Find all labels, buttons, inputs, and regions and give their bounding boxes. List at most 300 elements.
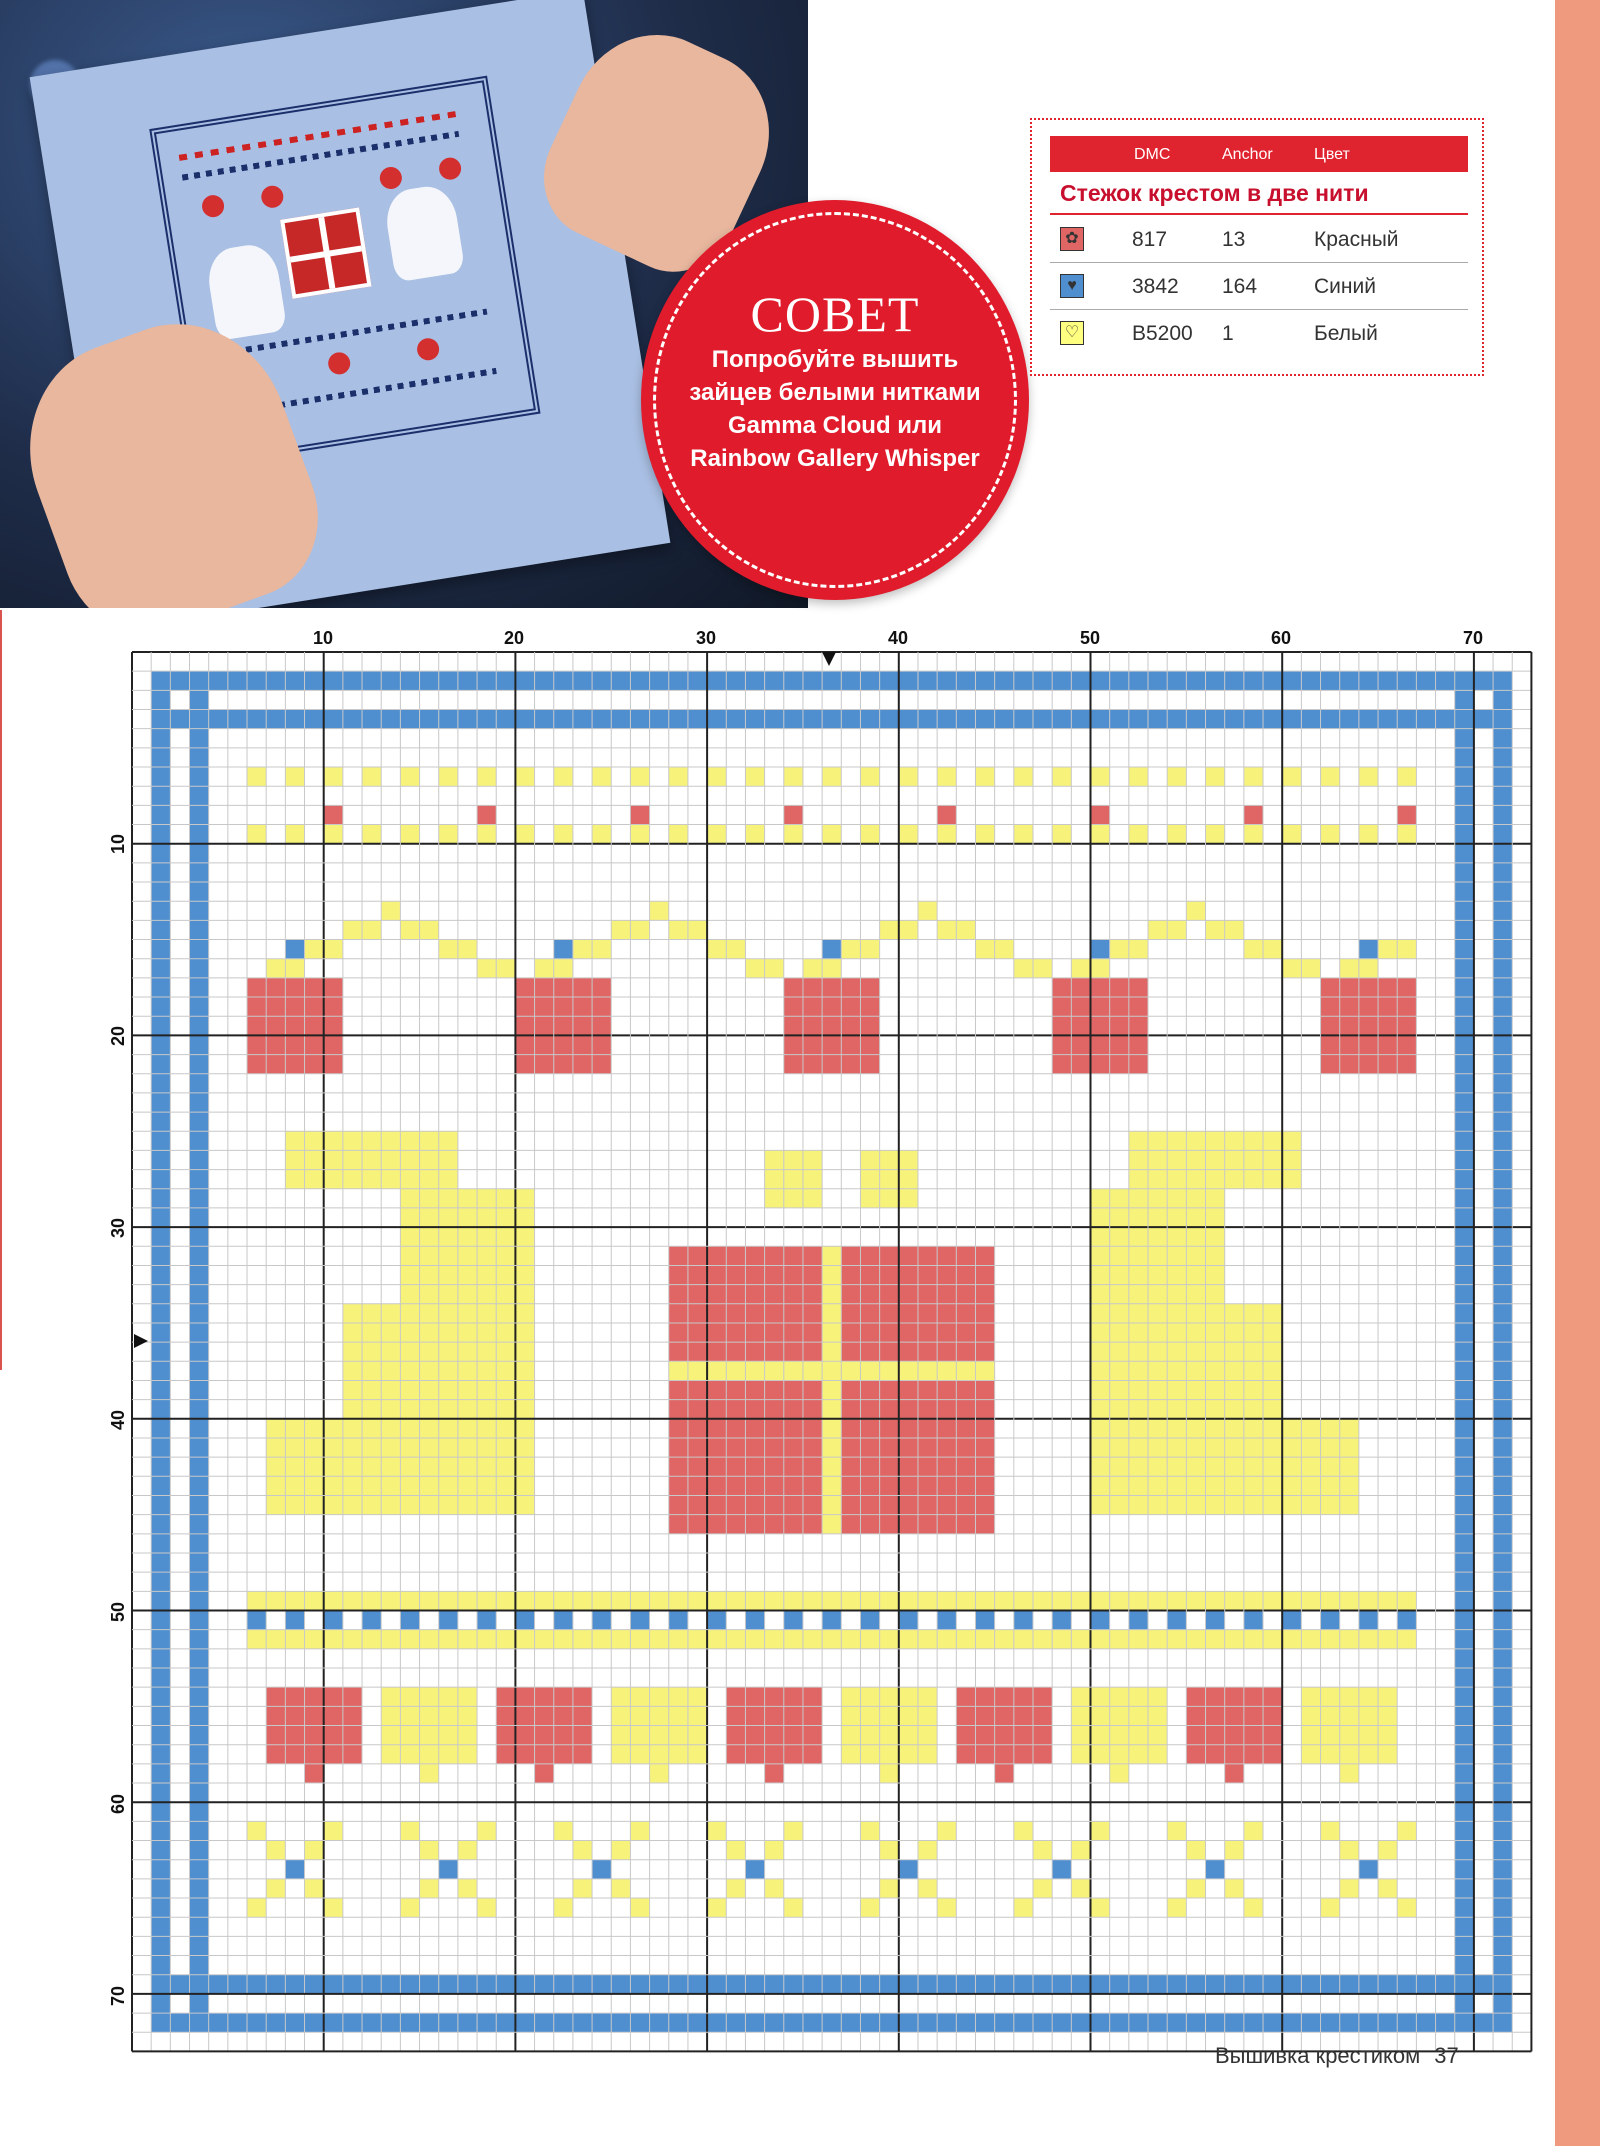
star-stitch (1014, 1821, 1033, 1840)
stitch (592, 825, 611, 844)
heart-stitch (381, 1745, 400, 1764)
bunny-stitch (1091, 1457, 1110, 1476)
gift-stitch (918, 1265, 937, 1284)
stitch (247, 767, 266, 786)
border-stitch (1148, 1975, 1167, 1994)
stitch (1167, 825, 1186, 844)
bunny-stitch (400, 1227, 419, 1246)
stitch (285, 1611, 304, 1630)
gift-stitch (956, 1285, 975, 1304)
border-stitch (592, 1975, 611, 1994)
star-stitch (1071, 1879, 1090, 1898)
border-stitch (190, 1841, 209, 1860)
heart-stitch (995, 1726, 1014, 1745)
gift-stitch (899, 1265, 918, 1284)
bunny-stitch (1263, 1304, 1282, 1323)
stitch (1052, 767, 1071, 786)
border-stitch (1455, 1975, 1474, 1994)
gift-stitch (803, 1419, 822, 1438)
stitch (400, 920, 419, 939)
ornament-stitch (1129, 1055, 1148, 1074)
gift-stitch (937, 1285, 956, 1304)
bunny-stitch (1225, 1131, 1244, 1150)
stitch (1071, 1630, 1090, 1649)
star-stitch (1014, 1898, 1033, 1917)
border-stitch (151, 1726, 170, 1745)
gift-stitch (707, 1476, 726, 1495)
border-stitch (707, 710, 726, 729)
gift-stitch (669, 1400, 688, 1419)
gift-stitch (841, 1400, 860, 1419)
bunny-stitch (477, 1438, 496, 1457)
ornament-stitch (1110, 1016, 1129, 1035)
stitch (956, 1591, 975, 1610)
gift-stitch (975, 1246, 994, 1265)
ornament-stitch (324, 997, 343, 1016)
heart-stitch (1321, 1687, 1340, 1706)
bunny-stitch (400, 1380, 419, 1399)
border-stitch (496, 2013, 515, 2032)
heart-stitch (1301, 1706, 1320, 1725)
stitch (1033, 1630, 1052, 1649)
bunny-stitch (1129, 1227, 1148, 1246)
border-stitch (784, 1975, 803, 1994)
border-stitch (324, 671, 343, 690)
bow-stitch (880, 1189, 899, 1208)
heart-stitch (1110, 1687, 1129, 1706)
gift-stitch (918, 1515, 937, 1534)
stitch (1091, 825, 1110, 844)
border-stitch (1493, 901, 1512, 920)
border-stitch (1052, 710, 1071, 729)
ornament-stitch (1397, 978, 1416, 997)
heart-stitch (343, 1687, 362, 1706)
border-stitch (1378, 1975, 1397, 1994)
border-stitch (362, 2013, 381, 2032)
gift-stitch (669, 1285, 688, 1304)
border-stitch (515, 2013, 534, 2032)
bunny-stitch (381, 1323, 400, 1342)
bunny-stitch (1091, 1400, 1110, 1419)
bunny-stitch (439, 1227, 458, 1246)
bunny-stitch (305, 1131, 324, 1150)
gift-stitch (918, 1419, 937, 1438)
border-stitch (630, 710, 649, 729)
ornament-stitch (305, 1055, 324, 1074)
bunny-stitch (400, 1246, 419, 1265)
gift-stitch (688, 1265, 707, 1284)
stitch (477, 805, 496, 824)
ornament-stitch (305, 1035, 324, 1054)
border-stitch (1493, 1956, 1512, 1975)
stitch (956, 920, 975, 939)
bunny-stitch (381, 1419, 400, 1438)
border-stitch (190, 1150, 209, 1169)
heart-stitch (1186, 1687, 1205, 1706)
ornament-stitch (1071, 1035, 1090, 1054)
bunny-stitch (1244, 1457, 1263, 1476)
stitch (266, 1591, 285, 1610)
heart-stitch (860, 1726, 879, 1745)
border-stitch (247, 2013, 266, 2032)
heart-stitch (880, 1745, 899, 1764)
border-stitch (151, 1534, 170, 1553)
heart-stitch (1340, 1687, 1359, 1706)
bunny-stitch (324, 1131, 343, 1150)
border-stitch (1416, 710, 1435, 729)
heart-stitch (554, 1706, 573, 1725)
bunny-stitch (362, 1323, 381, 1342)
bunny-stitch (343, 1380, 362, 1399)
border-stitch (1129, 1975, 1148, 1994)
stitch (1321, 767, 1340, 786)
border-stitch (1455, 940, 1474, 959)
bunny-stitch (400, 1170, 419, 1189)
stitch (1091, 1611, 1110, 1630)
gift-stitch (841, 1380, 860, 1399)
bunny-stitch (496, 1438, 515, 1457)
border-stitch (151, 1112, 170, 1131)
border-stitch (1455, 1074, 1474, 1093)
bunny-stitch (1186, 1476, 1205, 1495)
key-dmc: 817 (1132, 228, 1168, 251)
heart-stitch (1033, 1687, 1052, 1706)
border-stitch (630, 1975, 649, 1994)
bunny-stitch (420, 1304, 439, 1323)
border-stitch (995, 1975, 1014, 1994)
gift-ribbon (822, 1323, 841, 1342)
stitch (592, 1591, 611, 1610)
star-stitch (860, 1898, 879, 1917)
border-stitch (190, 863, 209, 882)
bow-stitch (784, 1150, 803, 1169)
bunny-stitch (1110, 1476, 1129, 1495)
key-anchor: 13 (1222, 228, 1246, 251)
star-stitch (573, 1841, 592, 1860)
heart-stitch (956, 1687, 975, 1706)
heart-stitch (630, 1726, 649, 1745)
border-stitch (726, 2013, 745, 2032)
border-stitch (899, 671, 918, 690)
ornament-stitch (305, 1016, 324, 1035)
border-stitch (151, 1841, 170, 1860)
ornament-stitch (573, 1016, 592, 1035)
heart-stitch (803, 1745, 822, 1764)
heart-stitch (496, 1706, 515, 1725)
bunny-stitch (458, 1380, 477, 1399)
bunny-stitch (362, 1150, 381, 1169)
bunny-stitch (420, 1265, 439, 1284)
star-stitch (400, 1898, 419, 1917)
bunny-stitch (420, 1246, 439, 1265)
stitch (573, 1630, 592, 1649)
heart-stitch (803, 1687, 822, 1706)
border-stitch (381, 671, 400, 690)
border-stitch (1206, 710, 1225, 729)
ornament-stitch (1071, 1055, 1090, 1074)
border-stitch (1493, 844, 1512, 863)
border-stitch (1493, 1074, 1512, 1093)
border-stitch (554, 1975, 573, 1994)
gift-stitch (860, 1380, 879, 1399)
ornament-stitch (266, 1035, 285, 1054)
star-stitch (784, 1898, 803, 1917)
border-stitch (151, 920, 170, 939)
bunny-stitch (1225, 1438, 1244, 1457)
bunny-stitch (439, 1170, 458, 1189)
bunny-stitch (458, 1189, 477, 1208)
border-stitch (151, 1476, 170, 1495)
border-stitch (151, 1246, 170, 1265)
stitch (1148, 920, 1167, 939)
ornament-stitch (1378, 1016, 1397, 1035)
bunny-stitch (1167, 1131, 1186, 1150)
gift-ribbon (918, 1361, 937, 1380)
bunny-stitch (496, 1265, 515, 1284)
border-stitch (362, 671, 381, 690)
bunny-stitch (1167, 1304, 1186, 1323)
border-stitch (1455, 1438, 1474, 1457)
stitch (1014, 1611, 1033, 1630)
stitch (1033, 1591, 1052, 1610)
tip-text: Попробуйте вышить зайцев белыми нитками Gamma Cloud или Rainbow Gallery Whisper (689, 346, 981, 472)
bunny-stitch (420, 1476, 439, 1495)
gift-stitch (918, 1457, 937, 1476)
heart-stitch (1091, 1687, 1110, 1706)
gift-stitch (937, 1400, 956, 1419)
ornament-stitch (1110, 997, 1129, 1016)
border-stitch (151, 901, 170, 920)
chart-cells (151, 671, 1512, 2032)
bunny-stitch (400, 1131, 419, 1150)
key-anchor: 164 (1222, 275, 1258, 298)
border-stitch (1436, 2013, 1455, 2032)
ornament-stitch (1340, 997, 1359, 1016)
border-stitch (228, 2013, 247, 2032)
ornament-stitch (515, 1016, 534, 1035)
heart-stitch (880, 1764, 899, 1783)
bunny-stitch (496, 1476, 515, 1495)
border-stitch (285, 2013, 304, 2032)
star-stitch (1167, 1821, 1186, 1840)
gift-ribbon (956, 1361, 975, 1380)
gift-stitch (880, 1457, 899, 1476)
border-stitch (190, 1726, 209, 1745)
gift-stitch (765, 1304, 784, 1323)
gift-stitch (880, 1246, 899, 1265)
stitch (726, 1591, 745, 1610)
border-stitch (420, 710, 439, 729)
heart-stitch (975, 1706, 994, 1725)
stitch (956, 1630, 975, 1649)
border-stitch (1493, 710, 1512, 729)
stitch (765, 1630, 784, 1649)
bunny-stitch (1206, 1304, 1225, 1323)
star-stitch (880, 1841, 899, 1860)
stitch (707, 1630, 726, 1649)
bunny-stitch (1206, 1380, 1225, 1399)
gift-stitch (899, 1342, 918, 1361)
stitch (1167, 1611, 1186, 1630)
border-stitch (190, 1074, 209, 1093)
gift-stitch (707, 1419, 726, 1438)
key-dmc: 3842 (1132, 275, 1179, 298)
bunny-stitch (1167, 1438, 1186, 1457)
stitch (1321, 1611, 1340, 1630)
heart-stitch (1225, 1745, 1244, 1764)
star-stitch (1071, 1841, 1090, 1860)
border-stitch (688, 2013, 707, 2032)
border-stitch (1359, 1975, 1378, 1994)
bunny-stitch (1091, 1246, 1110, 1265)
heart-stitch (611, 1687, 630, 1706)
border-stitch (650, 710, 669, 729)
border-stitch (535, 2013, 554, 2032)
bunny-stitch (343, 1170, 362, 1189)
gift-stitch (899, 1495, 918, 1514)
border-stitch (381, 710, 400, 729)
gift-stitch (707, 1246, 726, 1265)
stitch (1206, 825, 1225, 844)
gift-stitch (975, 1265, 994, 1284)
left-label: 30 (108, 1217, 128, 1239)
bunny-stitch (1263, 1380, 1282, 1399)
bunny-stitch (1225, 1495, 1244, 1514)
stitch (860, 940, 879, 959)
border-stitch (535, 1975, 554, 1994)
heart-stitch (439, 1706, 458, 1725)
border-stitch (458, 2013, 477, 2032)
border-stitch (1493, 920, 1512, 939)
stitch (1206, 1611, 1225, 1630)
heart-stitch (1321, 1726, 1340, 1745)
heart-stitch (1359, 1726, 1378, 1745)
border-stitch (343, 710, 362, 729)
bunny-stitch (400, 1419, 419, 1438)
border-stitch (1282, 2013, 1301, 2032)
stitch (880, 1591, 899, 1610)
border-stitch (1301, 1975, 1320, 1994)
gift-stitch (669, 1438, 688, 1457)
bunny-stitch (285, 1131, 304, 1150)
bunny-stitch (1091, 1342, 1110, 1361)
heart-stitch (1091, 1706, 1110, 1725)
border-stitch (477, 2013, 496, 2032)
gift-stitch (765, 1515, 784, 1534)
border-stitch (190, 1668, 209, 1687)
stitch (362, 1591, 381, 1610)
stitch (285, 825, 304, 844)
ornament-stitch (1321, 1055, 1340, 1074)
gift-stitch (765, 1438, 784, 1457)
bunny-stitch (1206, 1285, 1225, 1304)
heart-stitch (554, 1687, 573, 1706)
border-stitch (1129, 2013, 1148, 2032)
border-stitch (535, 671, 554, 690)
stitch (554, 767, 573, 786)
border-stitch (266, 671, 285, 690)
border-stitch (592, 671, 611, 690)
stitch (937, 825, 956, 844)
bunny-stitch (324, 1419, 343, 1438)
bunny-stitch (362, 1342, 381, 1361)
ornament-stitch (573, 1055, 592, 1074)
stitch (630, 920, 649, 939)
stitch (1397, 825, 1416, 844)
bow-stitch (803, 1170, 822, 1189)
gift-stitch (726, 1265, 745, 1284)
top-label: 50 (1079, 628, 1101, 648)
border-stitch (1014, 671, 1033, 690)
bunny-stitch (1186, 1361, 1205, 1380)
bunny-stitch (1110, 1419, 1129, 1438)
border-stitch (151, 1074, 170, 1093)
border-stitch (1340, 671, 1359, 690)
bunny-stitch (1244, 1131, 1263, 1150)
heart-stitch (1014, 1706, 1033, 1725)
stitch (1378, 1591, 1397, 1610)
ornament-stitch (803, 1055, 822, 1074)
heart-stitch (1359, 1687, 1378, 1706)
border-stitch (611, 1975, 630, 1994)
border-stitch (190, 1745, 209, 1764)
ornament-stitch (1110, 978, 1129, 997)
ornament-stitch (515, 1055, 534, 1074)
gift-stitch (688, 1515, 707, 1534)
border-stitch (151, 1438, 170, 1457)
stitch (554, 1591, 573, 1610)
bunny-stitch (477, 1495, 496, 1514)
star-stitch (726, 1841, 745, 1860)
bunny-stitch (1167, 1150, 1186, 1169)
bunny-stitch (400, 1265, 419, 1284)
bunny-stitch (1091, 1476, 1110, 1495)
border-stitch (190, 920, 209, 939)
gift-stitch (803, 1400, 822, 1419)
bunny-stitch (343, 1323, 362, 1342)
bunny-stitch (1206, 1476, 1225, 1495)
border-stitch (151, 1975, 170, 1994)
stitch (477, 1591, 496, 1610)
border-stitch (1091, 2013, 1110, 2032)
border-stitch (1455, 1189, 1474, 1208)
border-stitch (1493, 1630, 1512, 1649)
border-stitch (745, 710, 764, 729)
stitch (554, 959, 573, 978)
center-arrow-left-icon (134, 1334, 148, 1348)
gift-stitch (707, 1438, 726, 1457)
border-stitch (1110, 2013, 1129, 2032)
star-stitch (266, 1841, 285, 1860)
border-stitch (151, 1706, 170, 1725)
border-stitch (1071, 2013, 1090, 2032)
bunny-stitch (324, 1476, 343, 1495)
stitch (650, 1630, 669, 1649)
gift-stitch (975, 1476, 994, 1495)
border-stitch (190, 1457, 209, 1476)
border-stitch (151, 1361, 170, 1380)
ornament-stitch (1129, 1035, 1148, 1054)
heart-stitch (726, 1745, 745, 1764)
stitch (285, 959, 304, 978)
border-stitch (1455, 1821, 1474, 1840)
stitch (803, 959, 822, 978)
bunny-stitch (1225, 1342, 1244, 1361)
border-stitch (420, 671, 439, 690)
heart-stitch (343, 1745, 362, 1764)
bunny-stitch (420, 1285, 439, 1304)
star-stitch (420, 1841, 439, 1860)
